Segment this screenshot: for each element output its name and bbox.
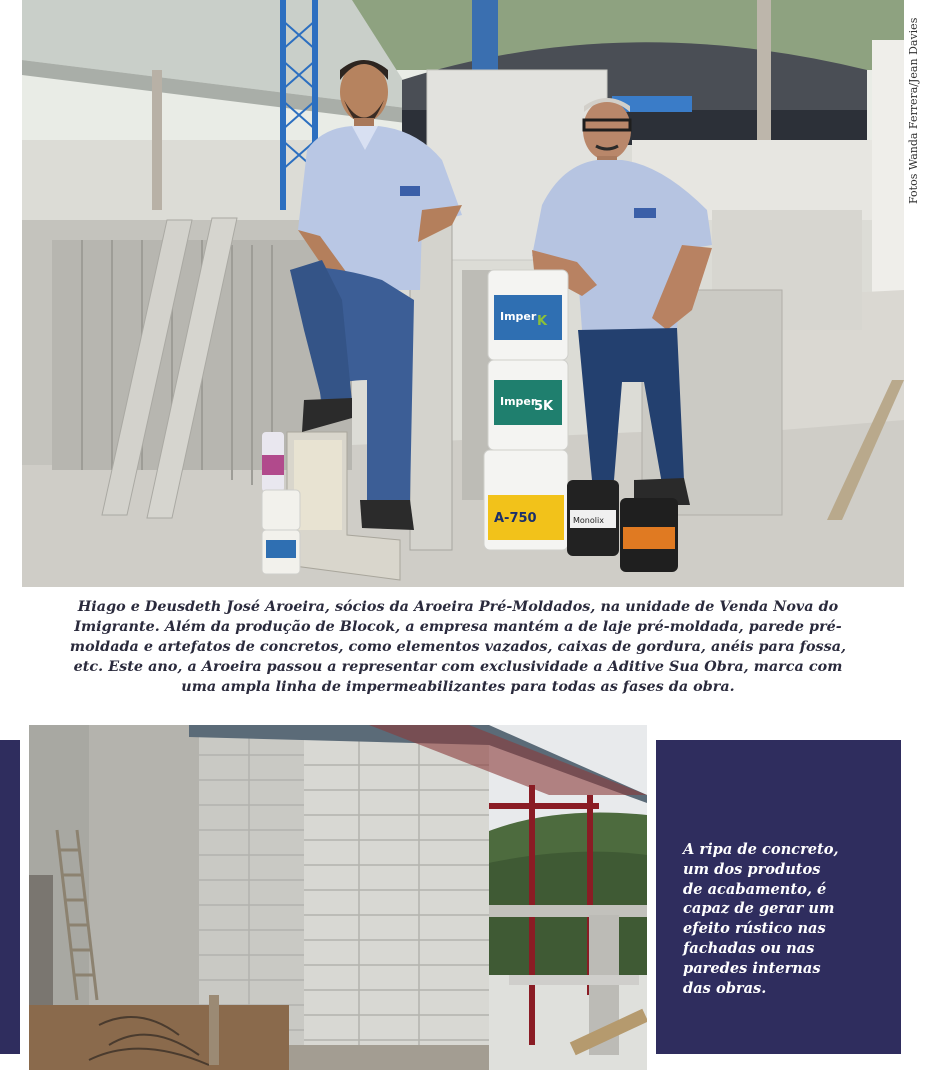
bucket-1-label: K xyxy=(537,314,548,329)
info-line-8: das obras. xyxy=(683,979,767,997)
bucket-1-brand: Imper xyxy=(500,310,537,323)
photo-partners xyxy=(22,0,904,587)
info-line-6: fachadas ou nas xyxy=(683,939,815,957)
info-line-7: paredes internas xyxy=(683,959,821,977)
gallon-1-label: Monolix xyxy=(573,516,604,525)
photo-partners-illustration xyxy=(22,0,904,587)
decorative-stripe xyxy=(0,740,20,1054)
info-line-5: efeito rústico nas xyxy=(683,920,826,938)
bucket-3-label: A-750 xyxy=(494,511,537,526)
info-box-text xyxy=(683,840,893,998)
info-line-4: capaz de gerar um xyxy=(683,900,835,918)
info-line-3: de acabamento, é xyxy=(683,880,827,898)
bucket-2-label: 5K xyxy=(534,399,554,414)
photo-credit: Fotos Wanda Ferrera/Jean Davies xyxy=(907,17,920,204)
info-line-1: A ripa de concreto, xyxy=(683,841,839,858)
info-box xyxy=(656,740,901,1054)
photo-caption: Hiago e Deusdeth José Aroeira, sócios da Aroeira Pré-Moldados, na unidade de Venda Nova do Imigrante. Além da produção de Blocok, a empresa mantém a de laje pré-moldada, parede pré-moldada e artefatos de concretos, como elementos vazados, caixas de gordura, anéis para fossa, etc. Este ano, a Aroeira passou a representar com exclusividade a Aditive Sua Obra, marca com uma ampla linha de impermeabilizantes para todas as fases da obra. xyxy=(69,599,847,695)
info-line-2: um dos produtos xyxy=(683,860,821,878)
product-buckets xyxy=(484,270,568,550)
bucket-2-brand: Imper xyxy=(500,395,537,408)
photo-facade-illustration xyxy=(29,725,647,1070)
photo-facade xyxy=(29,725,647,1070)
